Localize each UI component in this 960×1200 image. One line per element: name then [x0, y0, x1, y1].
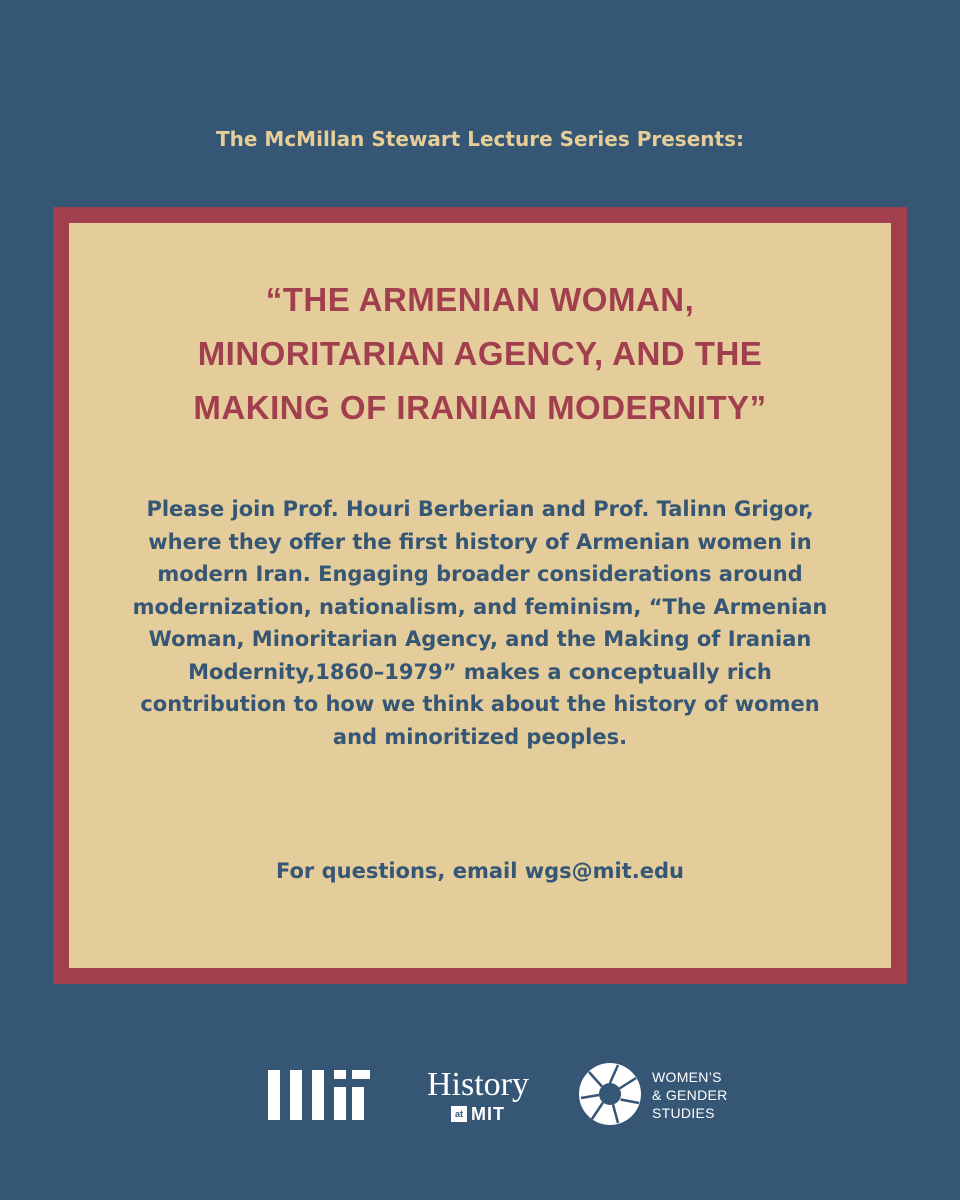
- description-line: contribution to how we think about the history of women: [140, 692, 820, 716]
- wgs-wordmark: [652, 1068, 728, 1122]
- description-line: where they offer the first history of Armenian women in: [148, 529, 812, 554]
- description-line: Woman, Minoritarian Agency, and the Making of Iranian: [148, 627, 812, 651]
- history-word: History: [427, 1066, 529, 1103]
- lecture-title: [69, 273, 891, 435]
- lecture-title-line: MAKING OF IRANIAN MODERNITY”: [193, 389, 767, 426]
- description-line: Modernity,1860–1979” makes a conceptually rich: [188, 659, 772, 684]
- history-at-mit-mark: [451, 1105, 505, 1123]
- event-description: [99, 493, 861, 753]
- description-line: modernization, nationalism, and feminism, “The Armenian: [132, 594, 828, 619]
- description-line: modern Iran. Engaging broader considerations around: [157, 562, 803, 586]
- wgs-line: WOMEN’S: [652, 1069, 722, 1085]
- lecture-title-line: “THE ARMENIAN WOMAN,: [265, 281, 695, 318]
- contact-info: For questions, email wgs@mit.edu: [276, 859, 684, 883]
- wgs-logo: [578, 1062, 748, 1128]
- wgs-line: & GENDER: [652, 1087, 728, 1103]
- aperture-icon: [578, 1062, 642, 1126]
- description-line: Please join Prof. Houri Berberian and Prof. Talinn Grigor,: [146, 497, 814, 521]
- event-card: [53, 207, 907, 984]
- series-header: The McMillan Stewart Lecture Series Presents:: [216, 127, 744, 151]
- mit-wordmark: MIT: [471, 1104, 505, 1124]
- sponsor-logos: [0, 1060, 960, 1130]
- mit-logo: [268, 1070, 370, 1120]
- at-badge: at: [451, 1106, 467, 1122]
- lecture-title-line: MINORITARIAN AGENCY, AND THE: [197, 335, 763, 372]
- history-at-mit-logo: [417, 1065, 539, 1125]
- description-line: and minoritized peoples.: [332, 724, 628, 749]
- wgs-line: STUDIES: [652, 1105, 715, 1121]
